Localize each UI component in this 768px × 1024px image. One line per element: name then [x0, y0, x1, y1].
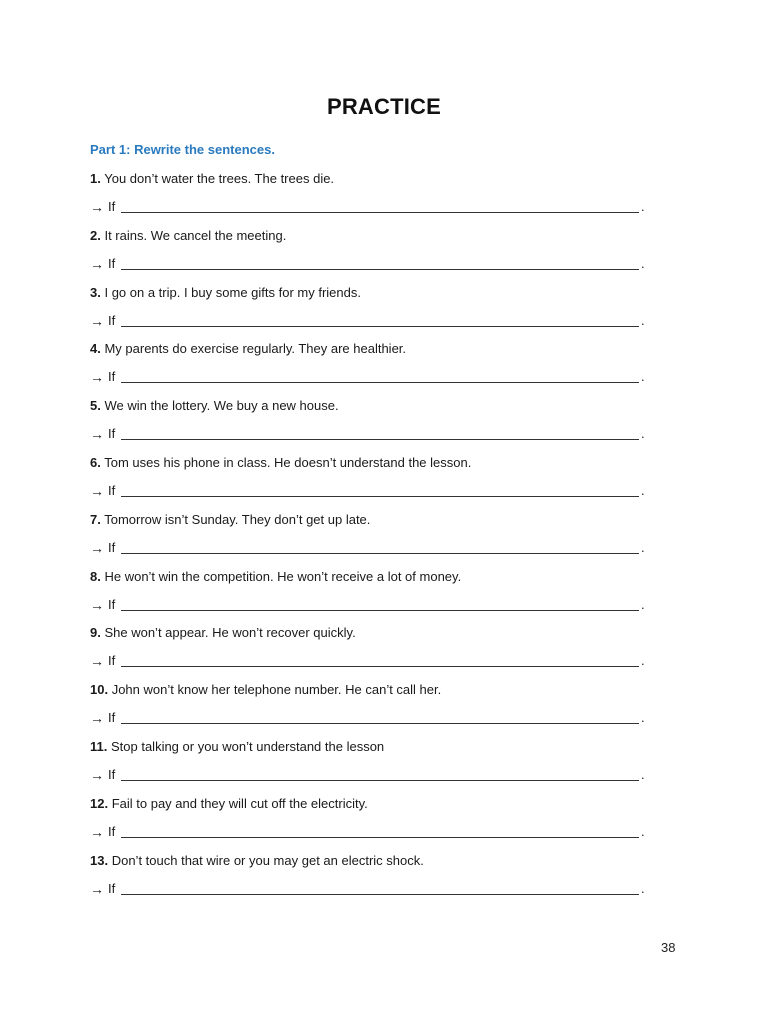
exercise-sentence: Tomorrow isn’t Sunday. They don’t get up late.: [104, 511, 371, 527]
exercise-prompt: [90, 454, 471, 472]
exercise-prompt: [90, 284, 361, 302]
exercise-sentence: Tom uses his phone in class. He doesn’t understand the lesson.: [104, 454, 472, 470]
answer-prefix: If: [108, 426, 116, 442]
right-arrow-icon: →: [90, 539, 104, 556]
exercise-number: 8.: [90, 568, 101, 584]
answer-prefix: If: [108, 766, 116, 782]
exercise-sentence: It rains. We cancel the meeting.: [104, 227, 287, 243]
exercise-prompt: [90, 397, 339, 415]
answer-blank[interactable]: [121, 709, 639, 724]
exercise-item: [90, 511, 650, 568]
answer-line: [90, 425, 646, 443]
exercise-item: [90, 340, 650, 397]
exercise-number: 1.: [90, 171, 101, 186]
answer-line: [90, 198, 646, 216]
exercise-prompt: [90, 340, 406, 358]
part-heading: Part 1: Rewrite the sentences.: [90, 142, 275, 157]
answer-period: .: [641, 596, 645, 612]
answer-line: [90, 368, 646, 386]
answer-line: [90, 880, 646, 898]
answer-period: .: [641, 199, 645, 214]
exercise-item: [90, 568, 650, 625]
right-arrow-icon: →: [90, 766, 104, 783]
exercise-item: [90, 681, 650, 738]
answer-blank[interactable]: [121, 312, 639, 327]
answer-blank[interactable]: [121, 596, 639, 611]
exercise-prompt: [90, 852, 424, 870]
exercise-prompt: [90, 511, 370, 529]
right-arrow-icon: →: [90, 369, 104, 386]
answer-line: [90, 312, 646, 330]
right-arrow-icon: →: [90, 255, 104, 272]
answer-prefix: If: [108, 596, 116, 612]
answer-blank[interactable]: [121, 198, 639, 213]
exercise-prompt: [90, 681, 441, 699]
exercise-sentence: My parents do exercise regularly. They are healthier.: [104, 341, 407, 357]
right-arrow-icon: →: [90, 596, 104, 613]
answer-line: [90, 709, 646, 727]
exercise-sentence: She won’t appear. He won’t recover quickly.: [104, 625, 356, 641]
exercise-number: 6.: [90, 454, 101, 470]
answer-period: .: [641, 710, 645, 726]
answer-blank[interactable]: [121, 255, 639, 270]
exercise-number: 11.: [90, 738, 108, 754]
exercise-item: [90, 227, 650, 284]
exercise-item: [90, 397, 650, 454]
exercise-sentence: He won’t win the competition. He won’t receive a lot of money.: [104, 568, 462, 584]
answer-prefix: If: [108, 653, 116, 669]
answer-period: .: [641, 539, 645, 555]
exercise-item: [90, 624, 650, 681]
answer-blank[interactable]: [121, 880, 639, 895]
right-arrow-icon: →: [90, 880, 104, 897]
answer-blank[interactable]: [121, 368, 639, 383]
exercise-prompt: [90, 795, 368, 813]
exercise-item: [90, 284, 650, 341]
answer-blank[interactable]: [121, 823, 639, 838]
exercise-number: 13.: [90, 852, 109, 868]
answer-prefix: If: [108, 369, 116, 385]
answer-blank[interactable]: [121, 766, 639, 781]
answer-period: .: [641, 880, 645, 896]
exercise-number: 12.: [90, 795, 109, 811]
answer-period: .: [641, 653, 645, 669]
exercise-item: [90, 852, 650, 909]
right-arrow-icon: →: [90, 710, 104, 727]
answer-prefix: If: [108, 539, 116, 555]
exercise-item: [90, 795, 650, 852]
answer-line: [90, 255, 646, 273]
exercise-sentence: I go on a trip. I buy some gifts for my friends.: [104, 284, 361, 300]
exercise-prompt: [90, 227, 286, 245]
answer-blank[interactable]: [121, 482, 639, 497]
answer-line: [90, 652, 646, 670]
exercise-number: 5.: [90, 398, 101, 414]
exercise-sentence: You don’t water the trees. The trees die.: [104, 171, 335, 186]
exercise-number: 4.: [90, 341, 101, 357]
answer-period: .: [641, 255, 645, 271]
right-arrow-icon: →: [90, 426, 104, 443]
exercise-number: 3.: [90, 284, 101, 300]
exercise-number: 2.: [90, 227, 101, 243]
answer-prefix: If: [108, 880, 116, 896]
answer-prefix: If: [108, 255, 116, 271]
answer-blank[interactable]: [121, 425, 639, 440]
answer-blank[interactable]: [121, 652, 639, 667]
exercise-list: [90, 170, 650, 908]
exercise-prompt: [90, 738, 384, 756]
exercise-item: [90, 170, 650, 227]
exercise-prompt: [90, 170, 334, 188]
answer-line: [90, 596, 646, 614]
answer-period: .: [641, 823, 645, 839]
exercise-sentence: John won’t know her telephone number. He can’t call her.: [111, 682, 442, 698]
exercise-sentence: Fail to pay and they will cut off the electricity.: [111, 795, 368, 811]
answer-line: [90, 823, 646, 841]
answer-line: [90, 482, 646, 500]
answer-period: .: [641, 426, 645, 442]
exercise-prompt: [90, 568, 461, 586]
answer-period: .: [641, 766, 645, 782]
exercise-item: [90, 454, 650, 511]
exercise-number: 9.: [90, 625, 101, 641]
exercise-sentence: Stop talking or you won’t understand the lesson: [110, 738, 385, 754]
exercise-prompt: [90, 624, 356, 642]
answer-line: [90, 766, 646, 784]
exercise-number: 7.: [90, 511, 101, 527]
page-number: 38: [661, 940, 676, 955]
exercise-item: [90, 738, 650, 795]
answer-prefix: If: [108, 199, 116, 214]
exercise-sentence: We win the lottery. We buy a new house.: [104, 398, 339, 414]
answer-prefix: If: [108, 823, 116, 839]
answer-prefix: If: [108, 482, 116, 498]
answer-period: .: [641, 312, 645, 328]
right-arrow-icon: →: [90, 823, 104, 840]
right-arrow-icon: →: [90, 653, 104, 670]
page-title: PRACTICE: [326, 94, 442, 119]
answer-prefix: If: [108, 710, 116, 726]
answer-line: [90, 539, 646, 557]
right-arrow-icon: →: [90, 199, 104, 215]
answer-blank[interactable]: [121, 539, 639, 554]
answer-prefix: If: [108, 312, 116, 328]
answer-period: .: [641, 369, 645, 385]
right-arrow-icon: →: [90, 312, 104, 329]
answer-period: .: [641, 482, 645, 498]
right-arrow-icon: →: [90, 482, 104, 499]
exercise-number: 10.: [90, 682, 109, 698]
exercise-sentence: Don’t touch that wire or you may get an electric shock.: [111, 852, 424, 868]
